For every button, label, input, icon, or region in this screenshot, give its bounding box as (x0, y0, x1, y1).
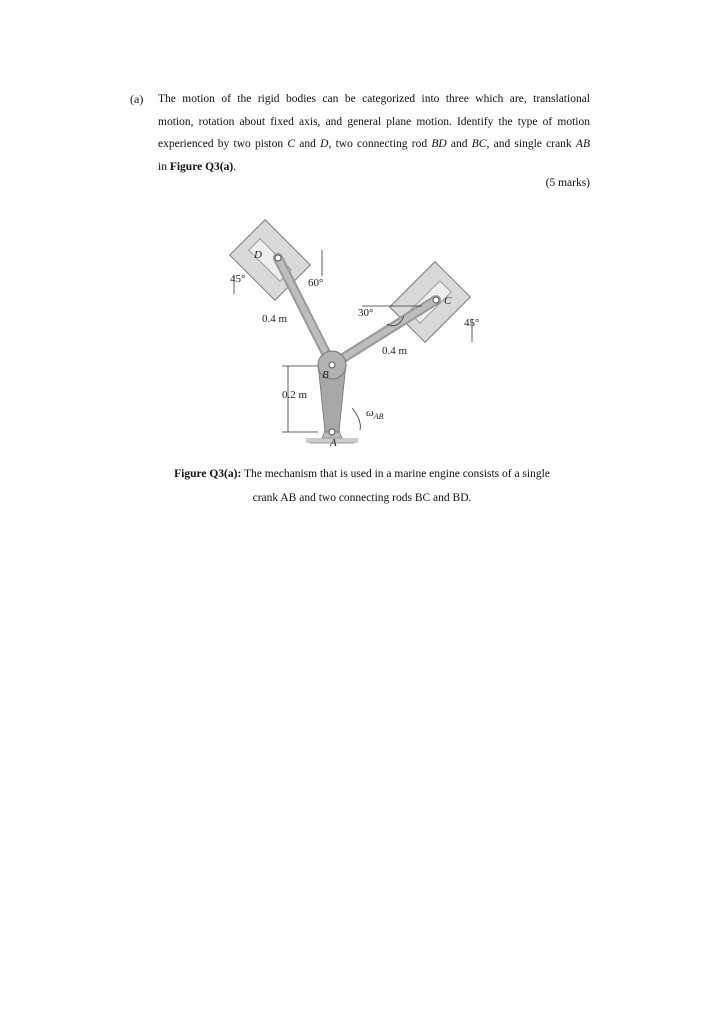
question-line-2: motion, rotation about fixed axis, and general plane motion. Identify the type of motion (158, 115, 590, 128)
pin-c (433, 297, 439, 303)
length-bd: 0.4 m (262, 313, 288, 325)
length-bc: 0.4 m (382, 345, 408, 357)
angle-30: 30° (358, 307, 374, 319)
figure-caption (150, 462, 574, 510)
angle-60: 60° (308, 277, 324, 289)
label-c: C (444, 295, 452, 307)
question-line-4: in Figure Q3(a). (158, 160, 237, 173)
angle-45-right: 45° (464, 317, 480, 329)
pin-d (275, 255, 281, 261)
marks-label: (5 marks) (545, 177, 590, 189)
label-d: D (254, 249, 262, 261)
question-line-3: experienced by two piston C and D, two connecting rod BD and BC, and single crank AB (158, 138, 590, 150)
omega-ab-label: $\omega_{AB}$ (366, 407, 384, 421)
mechanism-figure (222, 212, 502, 457)
question-label: (a) (130, 92, 144, 106)
pin-a (329, 429, 335, 435)
length-ab: 0.2 m (282, 389, 308, 401)
angle-45-left: 45° (230, 273, 246, 285)
question-text (158, 88, 590, 178)
pin-b (329, 362, 335, 368)
caption-line-1: Figure Q3(a): The mechanism that is used in a marine engine consists of a single (174, 468, 550, 480)
label-a: A (330, 437, 337, 449)
label-b: B (322, 369, 329, 381)
question-line-1: The motion of the rigid bodies can be categorized into three which are, translational (158, 93, 590, 105)
caption-line-2: crank AB and two connecting rods BC and BD. (252, 492, 472, 504)
